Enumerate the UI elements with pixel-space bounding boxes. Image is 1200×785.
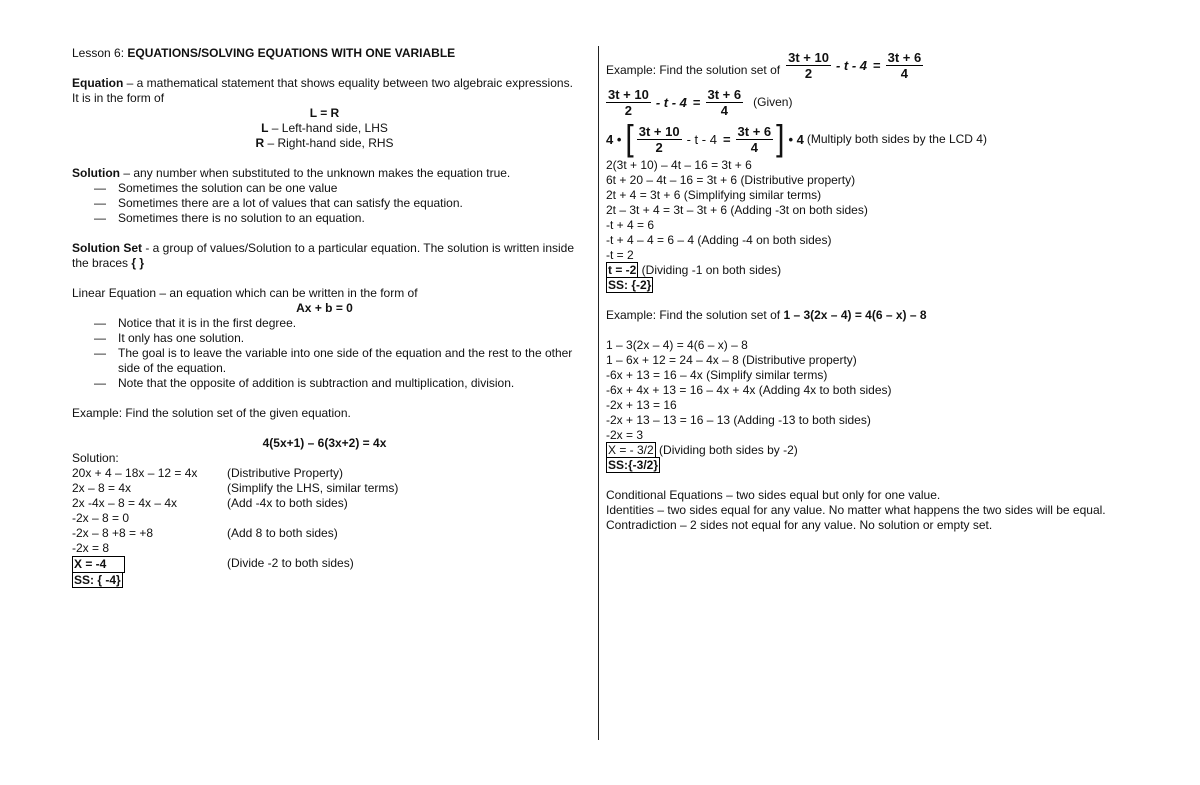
example-intro: Example: Find the solution set of the given equation. [72,406,351,420]
step-note: (Distributive Property) [227,466,344,480]
fraction-b [886,50,924,81]
minus-t-minus-4: - t - 4 [686,131,717,147]
equation-form: L = R [309,106,340,120]
example1-step: -t + 4 = 6 [606,218,655,232]
example1-step: -t = 2 [606,248,634,262]
linear-bullet: — Notice that it is in the first degree. [72,316,577,331]
fraction-denominator: 4 [720,102,728,118]
linear-form: Ax + b = 0 [296,301,353,315]
r-def: – Right-hand side, RHS [264,136,394,150]
example2-intro-text: Example: Find the solution set of [606,308,784,322]
example1-step: 6t + 20 – 4t – 16 = 3t + 6 (Distributive property) [606,173,856,187]
step-note: (Simplify the LHS, similar terms) [227,481,399,495]
example2-step: -2x = 3 [606,428,644,442]
example1-step: 2t – 3t + 4 = 3t – 3t + 6 (Adding -3t on both sides) [606,203,868,217]
fraction-a [637,124,682,155]
fraction-a [786,50,831,81]
given-line [606,84,1126,120]
linear-equation-definition: Linear Equation – an equation which can be written in the form of [72,286,418,300]
example1-step: 2t + 4 = 3t + 6 (Simplifying similar terms) [606,188,822,202]
example2-step: -6x + 4x + 13 = 16 – 4x + 4x (Adding 4x to both sides) [606,383,892,397]
example1-intro: Example: Find the solution set of [606,62,781,77]
example-equation: 4(5x+1) – 6(3x+2) = 4x [262,436,387,450]
step-note: (Add -4x to both sides) [227,496,348,510]
example2-intro [606,308,1126,323]
fraction-denominator: 2 [655,139,663,155]
fraction-numerator: 3t + 10 [608,86,649,102]
solution-def: – any number when substituted to the unknown makes the equation true. [120,166,511,180]
equation-definition [72,76,577,106]
equals-sign: = [873,57,881,73]
equals-sign: = [722,131,731,147]
linear-bullet: — Note that the opposite of addition is subtraction and multiplication, division. [72,376,577,391]
step-equation: 20x + 4 – 18x – 12 = 4x [72,466,198,480]
example2-step: -2x + 13 – 13 = 16 – 13 (Adding -13 to both sides) [606,413,871,427]
fraction-numerator: 3t + 6 [707,86,742,102]
solution-step [72,541,577,556]
fraction-numerator: 3t + 10 [638,123,680,139]
example2-step: 1 – 6x + 12 = 24 – 4x – 8 (Distributive property) [606,353,857,367]
solution-set-box: SS: { -4} [74,573,121,587]
fraction-denominator: 2 [804,65,813,81]
example1-answer-box: t = -2 [608,263,637,277]
example1-header [606,46,1126,84]
lcd-note: (Multiply both sides by the LCD 4) [806,131,987,146]
example2-answer-note: (Dividing both sides by -2) [655,443,798,457]
answer-row [72,556,577,573]
fraction-numerator: 3t + 10 [788,49,829,65]
solution-bullet: — Sometimes there is no solution to an equation. [72,211,577,226]
example1-step: -t + 4 – 4 = 6 – 4 (Adding -4 on both sides) [606,233,832,247]
fraction-a [606,87,651,118]
solution-step [72,481,577,496]
solution-bullet: — Sometimes there are a lot of values that can satisfy the equation. [72,196,577,211]
fraction-denominator: 2 [624,102,633,118]
lcd-multiplier: 4 • [606,131,622,147]
fraction-numerator: 3t + 6 [887,49,922,65]
example2-answer-row [606,443,1126,458]
solution-step [72,466,577,481]
example1-solution-set: SS: {-2} [608,278,652,292]
linear-bullet: — It only has one solution. [72,331,577,346]
solution-set-def: - a group of values/Solution to a particular equation. The solution is written inside the braces [72,241,575,270]
lcd-line [606,120,1126,158]
example2-equation: 1 – 3(2x – 4) = 4(6 – x) – 8 [783,308,927,322]
equals-sign: = [692,94,701,110]
solution-definition [72,166,577,181]
fraction-numerator: 3t + 6 [737,123,772,139]
step-equation: -2x – 8 = 0 [72,511,130,525]
solution-label: Solution: [72,451,119,465]
example2-step: -2x + 13 = 16 [606,398,677,412]
example1-answer-row [606,263,1126,278]
r-term: R [255,136,265,150]
solution-step [72,526,577,541]
fraction-denominator: 4 [900,65,909,81]
left-column [72,46,577,588]
given-note: (Given) [753,94,793,109]
lesson-title: EQUATIONS/SOLVING EQUATIONS WITH ONE VARIABLE [127,46,456,60]
left-bracket: [ [625,118,634,159]
definition-conditional: Conditional Equations – two sides equal but only for one value. [606,488,941,502]
equation-def: – a mathematical statement that shows equality between two algebraic expressions. It is in the form of [72,76,573,105]
equation-term: Equation [72,76,124,90]
lesson-heading [72,46,577,61]
solution-bullet: — Sometimes the solution can be one value [72,181,577,196]
solution-set-term: Solution Set [72,241,142,255]
right-bracket: ] [776,118,785,159]
linear-bullet: — The goal is to leave the variable into one side of the equation and the rest to the other side of the equation. [72,346,577,376]
step-equation: -2x = 8 [72,541,110,555]
lcd-multiplier: 4 • [788,131,804,147]
definition-contradiction: Contradiction – 2 sides not equal for any value. No solution or empty set. [606,518,993,532]
rhs-definition [72,136,577,151]
step-equation: 2x – 8 = 4x [72,481,132,495]
answer-note: (Divide -2 to both sides) [227,556,354,570]
example1-step: 2(3t + 10) – 4t – 16 = 3t + 6 [606,158,752,172]
solution-step [72,511,577,526]
fraction-denominator: 4 [750,139,758,155]
right-column [606,46,1126,533]
solution-step [72,496,577,511]
example2-solution-set: SS:{-3/2} [608,458,659,472]
answer-box: X = -4 [72,556,125,573]
example2-step: 1 – 3(2x – 4) = 4(6 – x) – 8 [606,338,748,352]
step-equation: 2x -4x – 8 = 4x – 4x [72,496,178,510]
l-term: L [261,121,269,135]
solution-set-definition [72,241,577,271]
definition-identities: Identities – two sides equal for any value. No matter what happens the two sides will be equal. [606,503,1106,517]
lesson-number: Lesson 6: [72,46,128,60]
fraction-b [736,124,774,155]
step-note: (Add 8 to both sides) [227,526,338,540]
step-equation: -2x – 8 +8 = +8 [72,526,154,540]
example2-step: -6x + 13 = 16 – 4x (Simplify similar terms) [606,368,828,382]
fraction-b [706,87,744,118]
column-divider [598,46,599,740]
solution-term: Solution [72,166,120,180]
example1-answer-note: (Dividing -1 on both sides) [638,263,782,277]
l-def: – Left-hand side, LHS [268,121,388,135]
braces: { } [131,256,145,270]
lhs-definition [72,121,577,136]
minus-t-minus-4: - t - 4 [835,57,867,73]
minus-t-minus-4: - t - 4 [655,94,687,110]
example2-answer-box: X = - 3/2 [608,443,654,457]
